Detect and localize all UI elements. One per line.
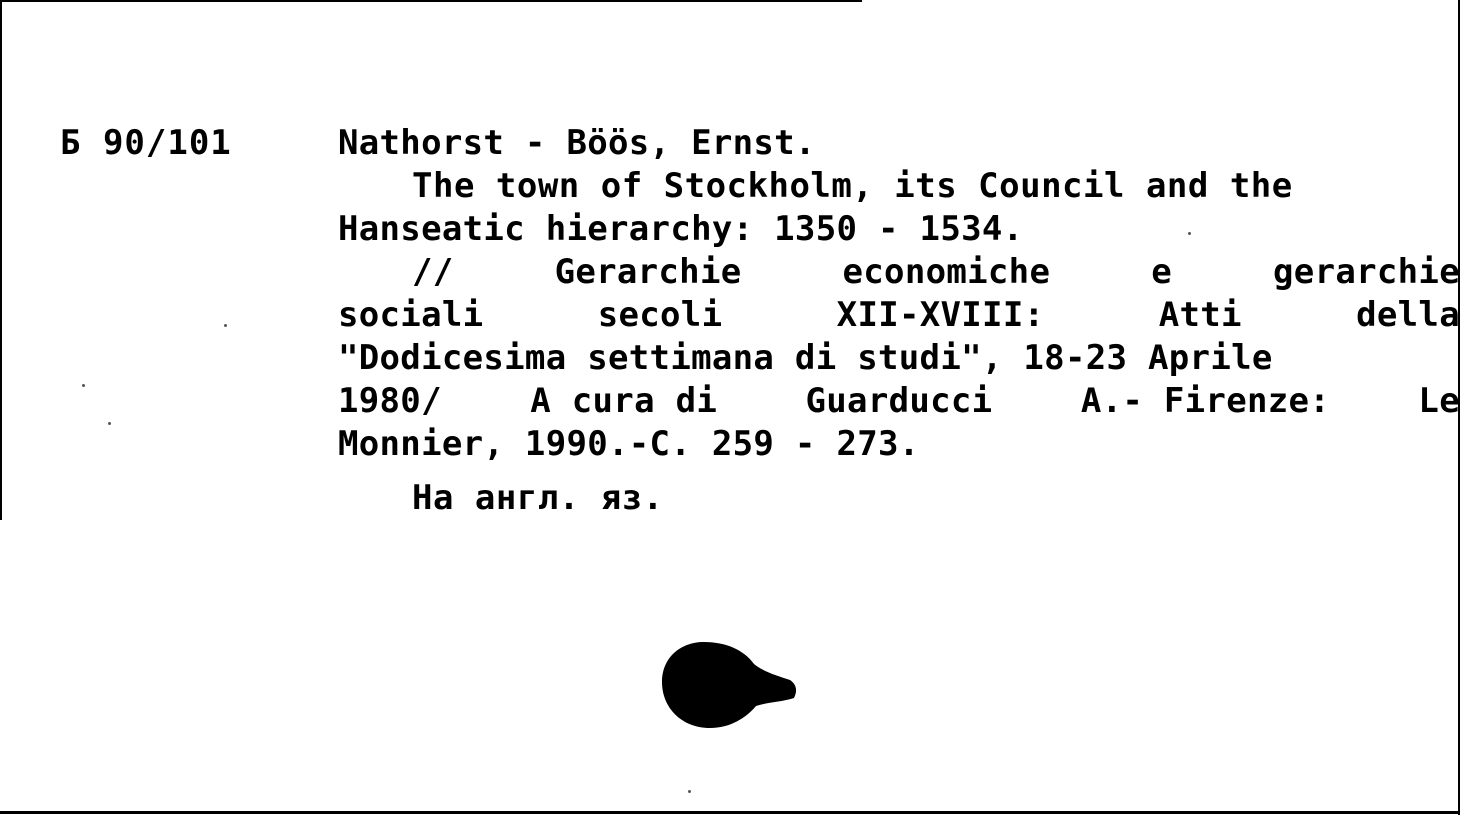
source-line-5: Monnier, 1990.-C. 259 - 273. [338, 424, 920, 464]
title-line-2: Hanseatic hierarchy: 1350 - 1534. [338, 209, 1024, 249]
scan-speck [1188, 232, 1191, 235]
source-word: Atti [1158, 295, 1242, 335]
scan-speck [224, 324, 227, 327]
source-word: Guarducci [805, 381, 993, 421]
scan-speck [688, 790, 691, 793]
call-number: Б 90/101 [60, 123, 232, 163]
source-word: Le [1418, 381, 1460, 421]
source-word: economiche [842, 252, 1051, 292]
source-word: Gerarchie [554, 252, 742, 292]
punch-hole [660, 640, 798, 730]
source-line-1 [412, 252, 1460, 292]
source-word: e [1151, 252, 1173, 292]
source-word: // [412, 252, 454, 292]
source-word: A cura di [530, 381, 718, 421]
card-bottom-edge [0, 811, 1460, 814]
card-top-edge [0, 0, 862, 2]
source-word: secoli [597, 295, 723, 335]
source-word: gerarchie [1273, 252, 1460, 292]
scan-speck [108, 422, 111, 425]
source-line-3: "Dodicesima settimana di studi", 18-23 Aprile [338, 338, 1273, 378]
card-left-edge [0, 0, 2, 520]
source-line-2 [338, 295, 1460, 335]
source-word: A.- Firenze: [1080, 381, 1331, 421]
source-word: XII-XVIII: [836, 295, 1045, 335]
language-note: На англ. яз. [412, 478, 664, 518]
source-line-4 [338, 381, 1460, 421]
author-line: Nathorst - Böös, Ernst. [338, 123, 816, 163]
source-word: sociali [338, 295, 484, 335]
source-word: 1980/ [338, 381, 442, 421]
title-line-1: The town of Stockholm, its Council and the [412, 166, 1293, 206]
source-word: della [1356, 295, 1460, 335]
scan-speck [82, 384, 85, 387]
